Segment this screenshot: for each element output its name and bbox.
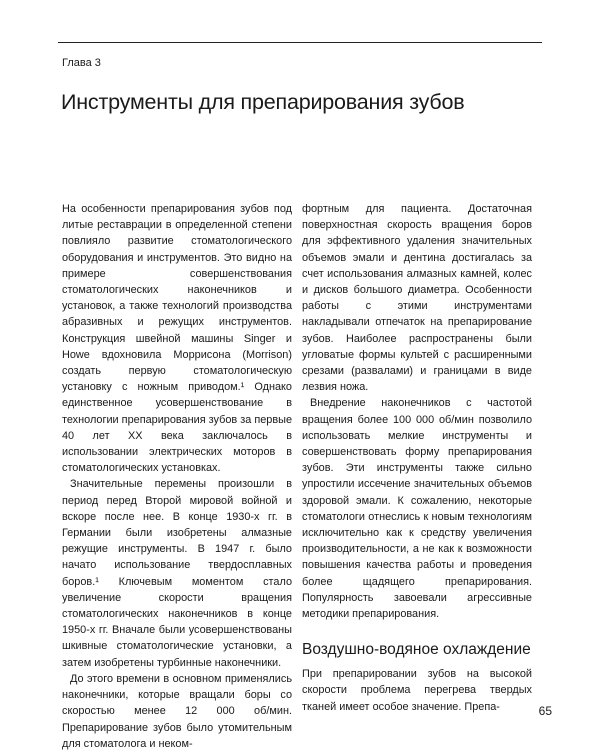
chapter-label: Глава 3 xyxy=(62,57,101,69)
page-title: Инструменты для препарирования зубов xyxy=(61,90,465,114)
section-heading: Воздушно-водяное охлаждение xyxy=(302,641,531,659)
paragraph: При препарировании зубов на высокой скорости проблема перегрева твердых тканей имеет особое значение. Препа- xyxy=(302,668,532,713)
paragraph: Значительные перемены произошли в период перед Второй мировой войной и вскоре после нее. В конце 1930-х гг. в Германии были изобретены алмазные режущие инструменты. В 1947 г. было начато использование твердосплавных боров.¹ Ключевым моментом стало увеличение скорости вращения стоматологических наконечников в конце 1950-х гг. Вначале были усовершенствованы шкивные стоматологические установки, а затем изобретены турбинные наконечники. xyxy=(62,478,292,669)
paragraph: На особенности препарирования зубов под литые реставрации в определенной степени повлияло развитие стоматологического оборудования и инструментов. Это видно на примере совершенствования стоматологических наконечников и установок, а также технологий производства абразивных и режущих инструментов. Конструкция швейной машины Singer и Howe вдохновила Моррисона (Morrison) создать первую стоматологическую установку с ножным приводом.¹ Однако единственное усовершенствование в технологии препарирования зубов за первые 40 лет XX века заключалось в использовании электрических моторов в стоматологических установках. xyxy=(62,203,292,475)
top-rule xyxy=(58,42,542,43)
page-number: 65 xyxy=(538,704,552,718)
right-column xyxy=(302,201,532,715)
paragraph: фортным для пациента. Достаточная поверхностная скорость вращения боров для эффективного удаления значительных объемов эмали и дентина достигалась за счет использования алмазных камней, колес и дисков большого диаметра. Особенности работы с этими инструментами накладывали отпечаток на препарирование зубов. Наиболее распространены были угловатые формы культей с расширенными срезами (развалами) и границами в виде лезвия ножа. xyxy=(302,203,532,394)
left-column xyxy=(62,201,292,752)
paragraph: Внедрение наконечников с частотой вращения более 100 000 об/мин позволило использовать мелкие инструменты и совершенствовать форму препарирования зубов. Эти инструменты также сильно упростили иссечение значительных объемов здоровой эмали. К сожалению, некоторые стоматологи отнеслись к новым технологиям исключительно как к средству увеличения производительности, а не как к возможности повышения качества работы и проведения более щадящего препарирования. Популярность завоевали агрессивные методики препарирования. xyxy=(302,397,532,621)
paragraph: До этого времени в основном применялись наконечники, которые вращали боры со скоростью менее 12 000 об/мин. Препарирование зубов было утомительным для стоматолога и неком- xyxy=(62,672,292,750)
